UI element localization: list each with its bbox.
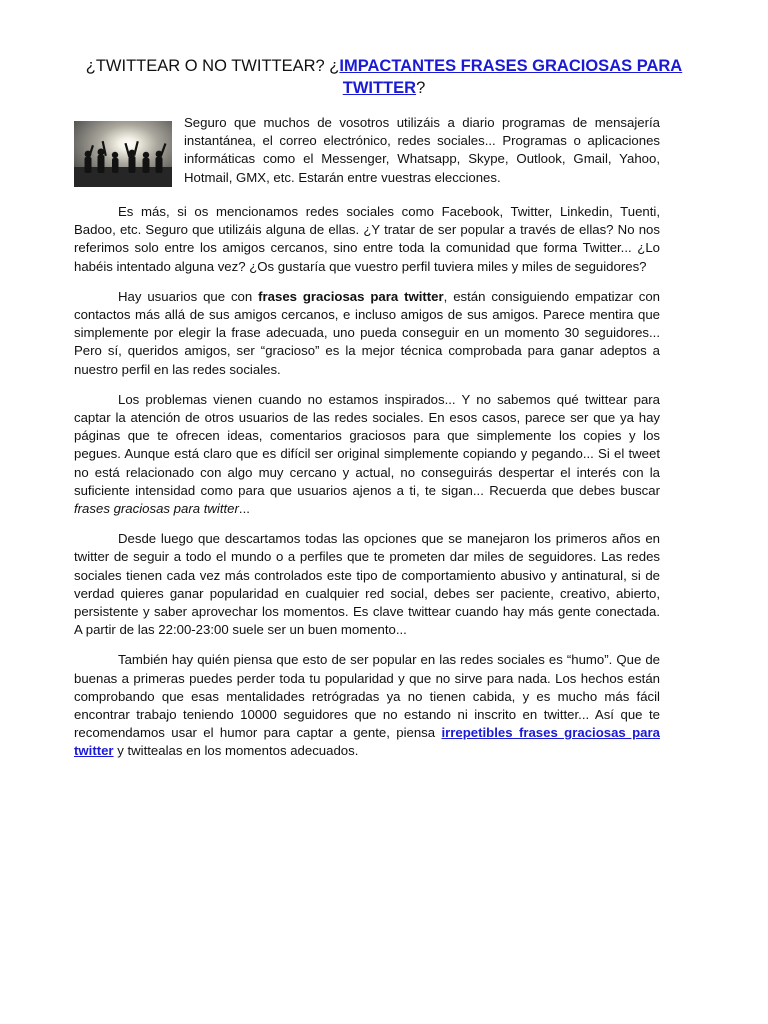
- paragraph-4: Desde luego que descartamos todas las opciones que se manejaron los primeros años en twitter de seguir a todo el mundo o a perfiles que te prometen dar miles de seguidores. Las redes sociales tienen cada vez más controlados este tipo de comportamiento abusivo y antinatural, si de verdad quieres ganar popularidad en cualquier red social, debes ser paciente, creativo, abierto, persistente y saber aprovechar los momentos. Es clave twittear cuando hay más gente conectada. A partir de las 22:00-23:00 suele ser un buen momento...: [74, 531, 660, 638]
- intro-paragraph: Seguro que muchos de vosotros utilizáis a diario programas de mensajería instantánea, el correo electrónico, redes sociales... Programas o aplicaciones informáticas como el Messenger, Whatsapp, Skype, Outlook, Gmail, Yahoo, Hotmail, GMX, etc. Estarán entre vuestras elecciones.: [184, 115, 660, 185]
- paragraph-2: [74, 288, 660, 379]
- p5-text-a: También hay quién piensa que esto de ser popular en las redes sociales es “humo”. Que de buenas a primeras puedes perder toda tu popularidad y que no sirve para nada. Los hechos están comprobando que esas mentalidades retrógradas ya no tienen cabida, y es mucho más fácil encontrar trabajo teniendo 10000 seguidores que no estando ni inscrito en twitter... Así que te recomendamos usar el humor para captar a gente, piensa: [74, 652, 660, 741]
- p5-text-b: y twittealas en los momentos adecuados.: [113, 743, 359, 759]
- paragraph-3: [74, 391, 660, 518]
- page-title: [74, 55, 694, 99]
- p2-text-b: , están consiguiendo empatizar con contactos más allá de sus amigos cercanos, e incluso amigos de sus amigos. Parece mentira que simplemente por elegir la frase adecuada, uno pueda conseguir en un momento 30 seguidores... Pero sí, queridos amigos, ser “gracioso” es la mejor técnica comprobada para ganar adeptos a nuestro perfil en las redes sociales.: [74, 288, 661, 377]
- friends-silhouette-photo: [74, 121, 172, 187]
- title-link[interactable]: IMPACTANTES FRASES GRACIOSAS PARA TWITTER: [339, 57, 683, 97]
- p3-text-a: Los problemas vienen cuando no estamos inspirados... Y no sabemos qué twittear para captar la atención de otros usuarios de las redes sociales. En esos casos, parece ser que ya hay páginas que te ofrecen ideas, comentarios graciosos para que simplemente los copies y los pegues. Aunque está claro que es difícil ser original simplemente copiando y pegando... Si el tweet no está relacionado con algo muy cercano y actual, no conseguirás despertar el interés con la suficiente intensidad como para que usuarios ajenos a ti, te sigan... Recuerda que debes buscar: [74, 391, 660, 498]
- article-body: [74, 114, 660, 773]
- paragraph-1: Es más, si os mencionamos redes sociales como Facebook, Twitter, Linkedin, Tuenti, Badoo, etc. Seguro que utilizáis alguna de ellas. ¿Y tratar de ser popular a través de ellas? No nos referimos solo entre los amigos cercanos, sino entre toda la comunidad que forma Twitter... ¿Lo habéis intentado alguna vez? ¿Os gustaría que vuestro perfil tuviera miles y miles de seguidores?: [74, 204, 660, 274]
- paragraph-5: [74, 651, 660, 760]
- p2-text-a: Hay usuarios que con: [118, 288, 259, 304]
- irrepetibles-frases-link[interactable]: irrepetibles frases graciosas para twitter: [74, 725, 660, 759]
- title-suffix: ?: [416, 79, 426, 97]
- p3-text-b: ...: [238, 501, 250, 517]
- title-prefix: ¿TWITTEAR O NO TWITTEAR? ¿: [85, 57, 340, 75]
- p2-bold-phrase: frases graciosas para twitter: [258, 288, 444, 304]
- intro-block: [74, 114, 660, 191]
- p3-italic-phrase: frases graciosas para twitter: [74, 501, 239, 517]
